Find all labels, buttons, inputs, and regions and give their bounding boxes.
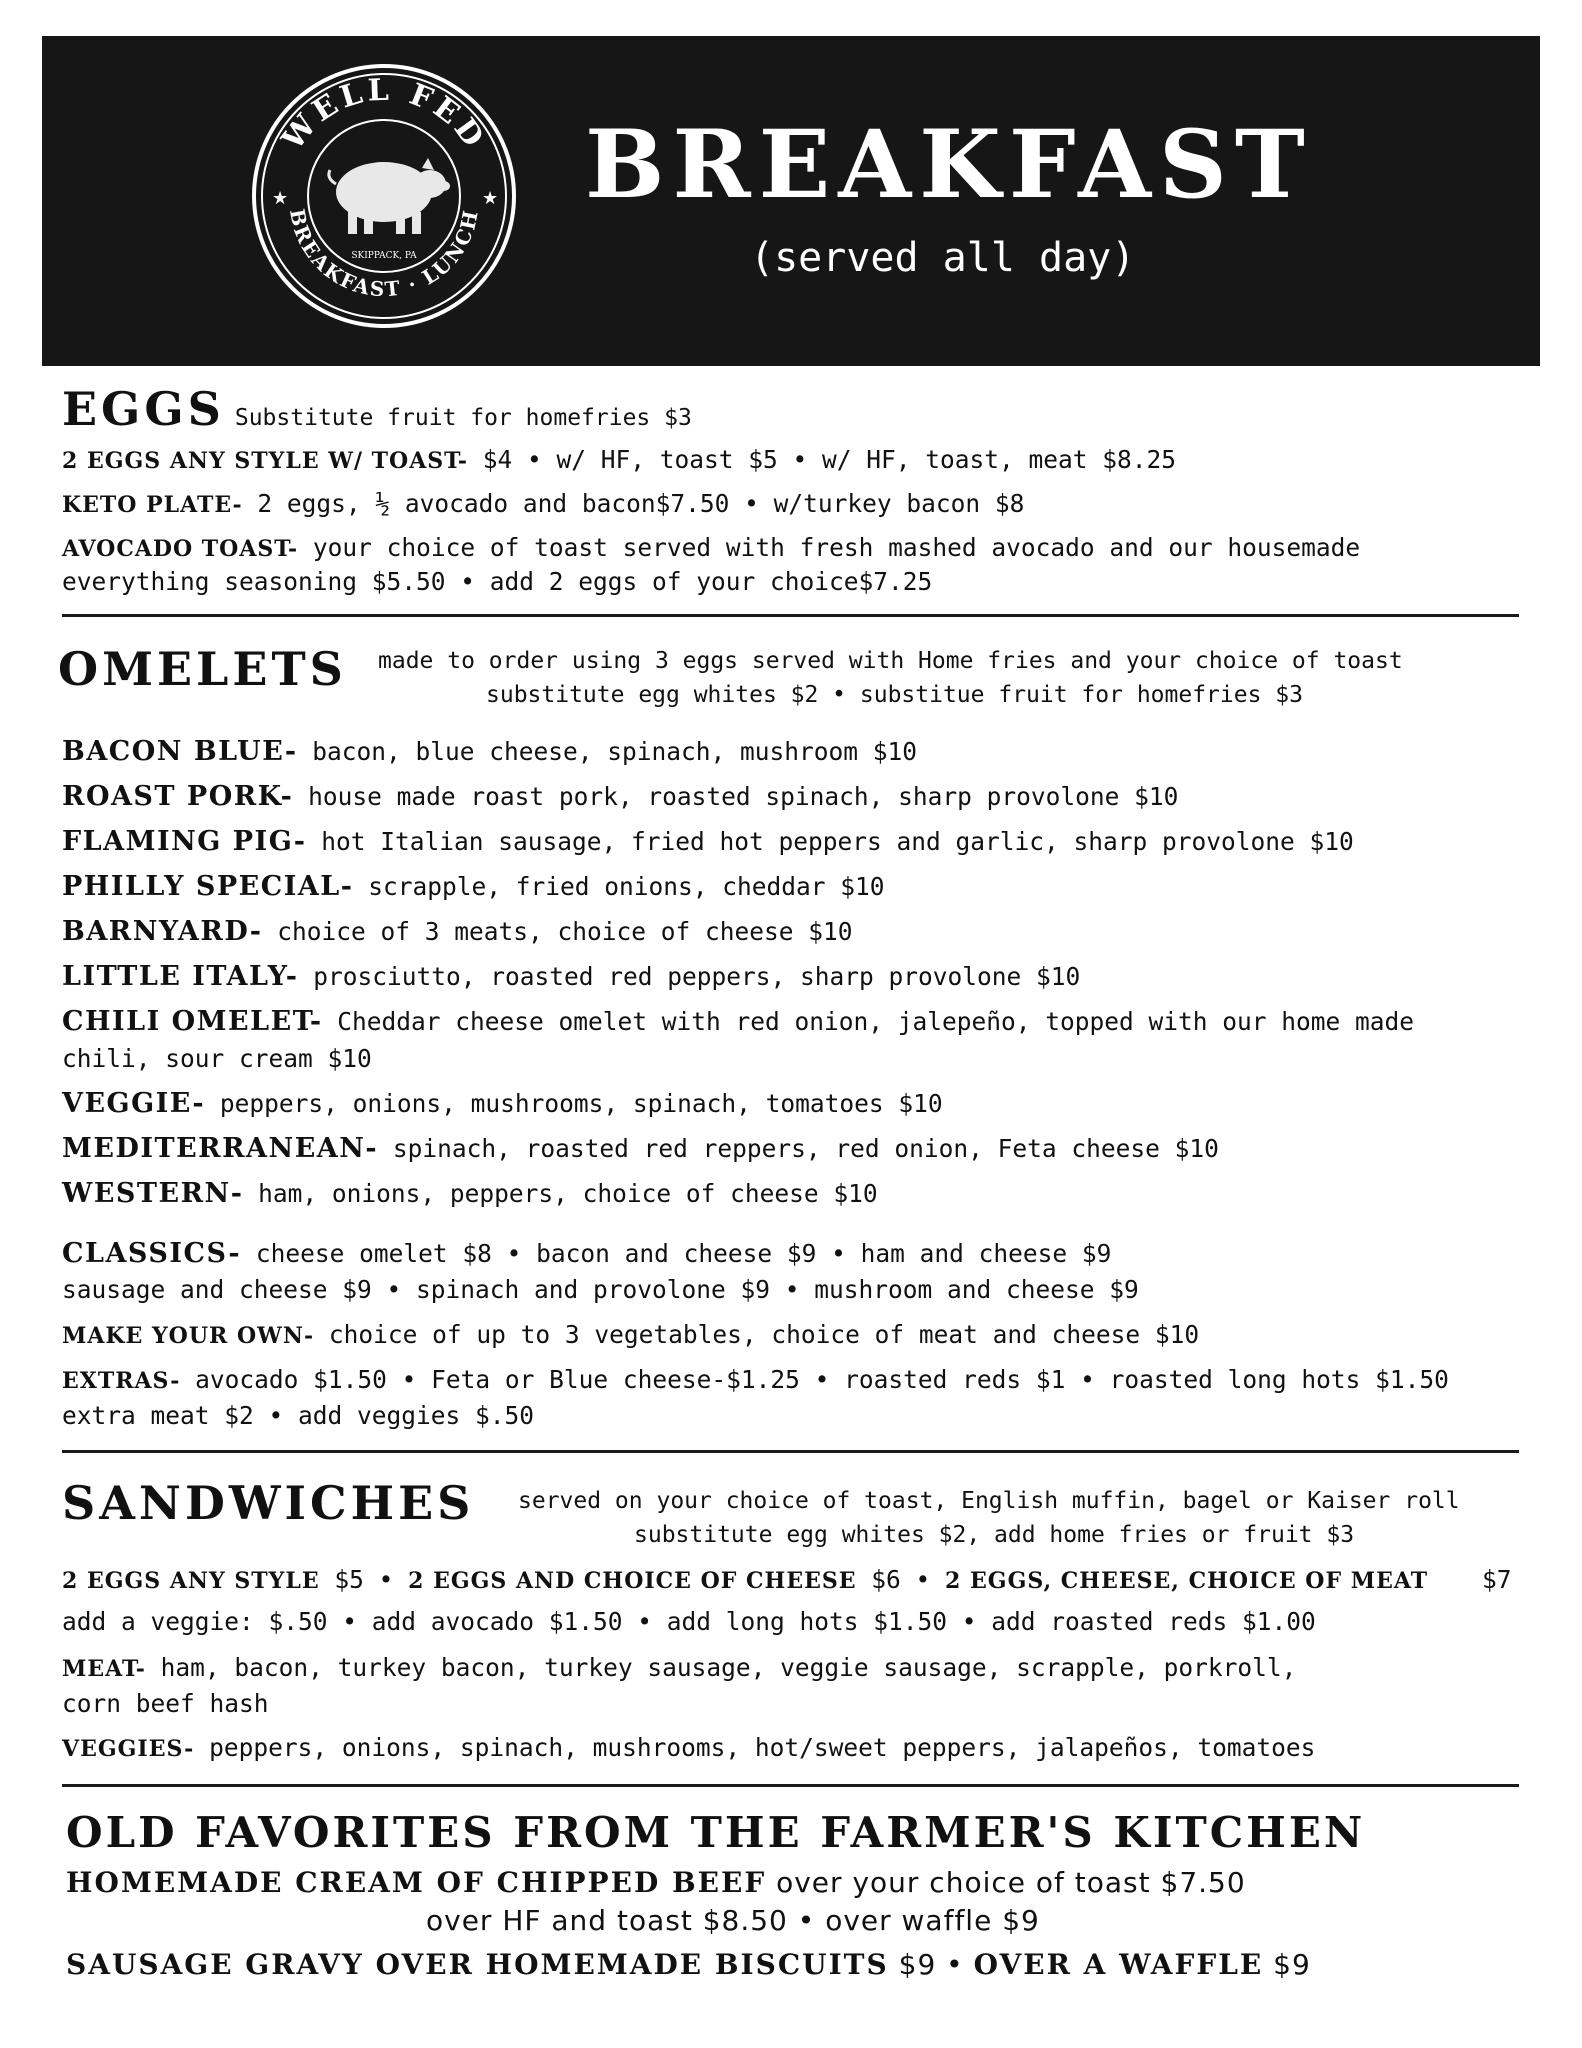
sandwiches-title-wrap	[62, 1476, 475, 1530]
section-divider	[62, 1784, 1519, 1787]
omelet-item: EXTRAS- avocado $1.50 • Feta or Blue cheese-$1.25 • roasted reds $1 • roasted long hots $1.50	[62, 1365, 1449, 1394]
section-divider	[62, 1450, 1519, 1453]
svg-text:SKIPPACK, PA: SKIPPACK, PA	[351, 251, 417, 261]
omelet-item: WESTERN- ham, onions, peppers, choice of cheese $10	[62, 1178, 878, 1209]
eggs-note: Substitute fruit for homefries $3	[234, 405, 692, 431]
sandwiches-note: served on your choice of toast, English muffin, bagel or Kaiser roll	[518, 1488, 1460, 1514]
omelet-item: MEDITERRANEAN- spinach, roasted red reppers, red onion, Feta cheese $10	[62, 1133, 1219, 1164]
omelet-item: CHILI OMELET- Cheddar cheese omelet with red onion, jalepeño, topped with our home made	[62, 1006, 1415, 1037]
omelet-item: VEGGIE- peppers, onions, mushrooms, spinach, tomatoes $10	[62, 1088, 943, 1119]
omelet-item: PHILLY SPECIAL- scrapple, fried onions, cheddar $10	[62, 871, 885, 902]
svg-text:BREAKFAST · LUNCH: BREAKFAST · LUNCH	[284, 206, 484, 302]
omelets-title-wrap	[58, 642, 347, 696]
well-fed-logo	[250, 62, 518, 330]
eggs-item: 2 EGGS ANY STYLE W/ TOAST- $4 • w/ HF, toast $5 • w/ HF, toast, meat $8.25	[62, 445, 1177, 474]
sandwiches-title: SANDWICHES	[62, 1476, 475, 1530]
omelets-note-2: substitute egg whites $2 • substitue fruit for homefries $3	[486, 682, 1303, 708]
omelet-item: BACON BLUE- bacon, blue cheese, spinach, mushroom $10	[62, 736, 918, 767]
favorites-item: HOMEMADE CREAM OF CHIPPED BEEF over your choice of toast $7.50	[66, 1866, 1246, 1899]
omelet-item: MAKE YOUR OWN- choice of up to 3 vegetables, choice of meat and cheese $10	[62, 1320, 1200, 1349]
sandwich-addons: add a veggie: $.50 • add avocado $1.50 • add long hots $1.50 • add roasted reds $1.00	[62, 1607, 1316, 1636]
sandwiches-note-2: substitute egg whites $2, add home fries or fruit $3	[634, 1522, 1355, 1548]
page-subtitle: (served all day)	[750, 235, 1136, 281]
omelet-item: LITTLE ITALY- prosciutto, roasted red peppers, sharp provolone $10	[62, 961, 1081, 992]
sandwich-options: 2 EGGS ANY STYLE $5 • 2 EGGS AND CHOICE OF CHEESE $6 • 2 EGGS, CHEESE, CHOICE OF MEAT	[62, 1565, 1429, 1594]
favorites-item-continued: over HF and toast $8.50 • over waffle $9	[426, 1904, 1040, 1937]
sandwich-price-7: $7	[1482, 1565, 1512, 1594]
omelet-item-continued: chili, sour cream $10	[62, 1044, 372, 1073]
omelets-note: made to order using 3 eggs served with Home fries and your choice of toast	[378, 648, 1403, 674]
omelet-item: CLASSICS- cheese omelet $8 • bacon and cheese $9 • ham and cheese $9	[62, 1238, 1112, 1269]
eggs-item: KETO PLATE- 2 eggs, ½ avocado and bacon$7.50 • w/turkey bacon $8	[62, 489, 1025, 518]
pig-icon	[329, 158, 450, 234]
favorites-item: SAUSAGE GRAVY OVER HOMEMADE BISCUITS $9 • OVER A WAFFLE $9	[66, 1948, 1311, 1981]
sandwich-meat-continued: corn beef hash	[62, 1689, 269, 1718]
page-title: BREAKFAST	[585, 110, 1313, 220]
eggs-title: EGGS	[62, 382, 225, 436]
eggs-item: AVOCADO TOAST- your choice of toast served with fresh mashed avocado and our housemade	[62, 533, 1361, 562]
sandwich-meat: MEAT- ham, bacon, turkey bacon, turkey sausage, veggie sausage, scrapple, porkroll,	[62, 1653, 1297, 1682]
favorites-title: OLD FAVORITES FROM THE FARMER'S KITCHEN	[66, 1808, 1366, 1857]
section-divider	[62, 614, 1519, 617]
omelet-item: BARNYARD- choice of 3 meats, choice of cheese $10	[62, 916, 853, 947]
omelets-title: OMELETS	[58, 642, 347, 696]
omelet-item-continued: extra meat $2 • add veggies $.50	[62, 1401, 535, 1430]
omelet-item: ROAST PORK- house made roast pork, roasted spinach, sharp provolone $10	[62, 781, 1179, 812]
omelet-item-continued: sausage and cheese $9 • spinach and provolone $9 • mushroom and cheese $9	[62, 1275, 1139, 1304]
eggs-item-continued: everything seasoning $5.50 • add 2 eggs of your choice$7.25	[62, 567, 933, 596]
svg-text:★: ★	[272, 188, 289, 209]
eggs-section-header	[62, 382, 692, 436]
omelet-item: FLAMING PIG- hot Italian sausage, fried hot peppers and garlic, sharp provolone $10	[62, 826, 1354, 857]
svg-text:WELL FED: WELL FED	[275, 72, 493, 157]
svg-text:★: ★	[482, 188, 499, 209]
sandwich-veggies: VEGGIES- peppers, onions, spinach, mushrooms, hot/sweet peppers, jalapeños, tomatoes	[62, 1733, 1316, 1762]
